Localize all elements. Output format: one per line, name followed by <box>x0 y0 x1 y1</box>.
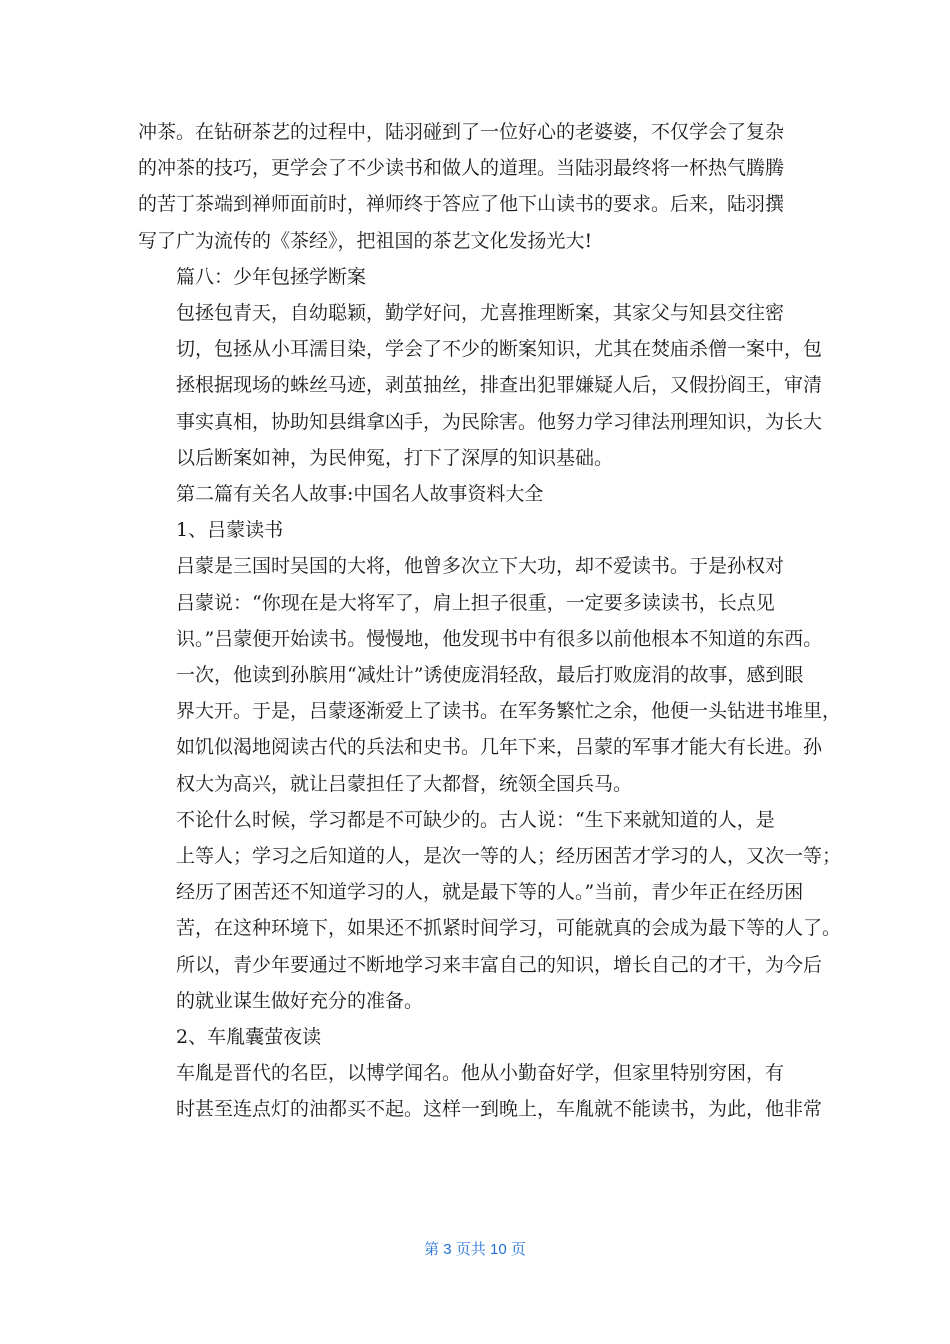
paragraph <box>138 114 810 259</box>
heading-text: 篇八：少年包拯学断案 <box>176 265 367 288</box>
page-number-footer: 第 3 页共 10 页 <box>424 1241 526 1258</box>
section-heading <box>138 259 810 295</box>
text-line: 上等人；学习之后知道的人，是次一等的人；经历困苦才学习的人，又次一等； <box>176 845 842 868</box>
text-line: 写了广为流传的《茶经》，把祖国的茶艺文化发扬光大! <box>138 229 593 252</box>
text-line: 包拯包青天，自幼聪颖，勤学好问，尤喜推理断案，其家父与知县交往密 <box>176 302 785 325</box>
section-heading <box>138 1019 810 1055</box>
text-line: 权大为高兴，就让吕蒙担任了大都督，统领全国兵马。 <box>176 772 633 795</box>
text-line: 的苦丁茶端到禅师面前时，禅师终于答应了他下山读书的要求。后来，陆羽撰 <box>138 193 785 216</box>
text-line: 如饥似渴地阅读古代的兵法和史书。几年下来，吕蒙的军事才能大有长进。孙 <box>176 736 823 759</box>
text-line: 界大开。于是，吕蒙逐渐爱上了读书。在军务繁忙之余，他便一头钻进书堆里， <box>176 700 842 723</box>
paragraph <box>138 802 842 1019</box>
text-line: 一次，他读到孙膑用“减灶计”诱使庞涓轻敌，最后打败庞涓的故事，感到眼 <box>176 664 804 687</box>
text-line: 不论什么时候，学习都是不可缺少的。古人说：“生下来就知道的人，是 <box>176 808 775 831</box>
heading-text: 1、吕蒙读书 <box>176 519 284 542</box>
text-line: 切，包拯从小耳濡目染，学会了不少的断案知识，尤其在焚庙杀僧一案中，包 <box>176 338 823 361</box>
paragraph <box>138 548 842 801</box>
text-line: 经历了困苦还不知道学习的人，就是最下等的人。”当前，青少年正在经历困 <box>176 881 804 904</box>
text-line: 吕蒙是三国时吴国的大将，他曾多次立下大功，却不爱读书。于是孙权对 <box>176 555 785 578</box>
text-line: 的就业谋生做好充分的准备。 <box>176 989 424 1012</box>
text-line: 苦，在这种环境下，如果还不抓紧时间学习，可能就真的会成为最下等的人了。 <box>176 917 842 940</box>
heading-text: 2、车胤囊萤夜读 <box>176 1026 322 1049</box>
text-line: 所以，青少年要通过不断地学习来丰富自己的知识，增长自己的才干，为今后 <box>176 953 823 976</box>
section-heading <box>138 512 810 548</box>
text-line: 车胤是晋代的名臣，以博学闻名。他从小勤奋好学，但家里特别穷困，有 <box>176 1062 785 1085</box>
text-line: 吕蒙说：“你现在是大将军了，肩上担子很重，一定要多读读书，长点见 <box>176 591 775 614</box>
text-line: 事实真相，协助知县缉拿凶手，为民除害。他努力学习律法刑理知识，为长大 <box>176 410 823 433</box>
document-body <box>138 114 842 1128</box>
text-line: 以后断案如神，为民伸冤，打下了深厚的知识基础。 <box>176 446 614 469</box>
paragraph <box>138 295 823 476</box>
text-line: 的冲茶的技巧，更学会了不少读书和做人的道理。当陆羽最终将一杯热气腾腾 <box>138 157 785 180</box>
text-line: 冲茶。在钻研茶艺的过程中，陆羽碰到了一位好心的老婆婆，不仅学会了复杂 <box>138 121 785 143</box>
text-line: 识。”吕蒙便开始读书。慢慢地，他发现书中有很多以前他根本不知道的东西。 <box>176 627 823 650</box>
paragraph <box>138 1055 823 1127</box>
text-line: 时甚至连点灯的油都买不起。这样一到晚上，车胤就不能读书，为此，他非常 <box>176 1098 823 1121</box>
text-line: 拯根据现场的蛛丝马迹，剥茧抽丝，排查出犯罪嫌疑人后，又假扮阎王，审清 <box>176 374 823 397</box>
section-heading <box>138 476 810 512</box>
heading-text: 第二篇有关名人故事:中国名人故事资料大全 <box>176 483 544 506</box>
